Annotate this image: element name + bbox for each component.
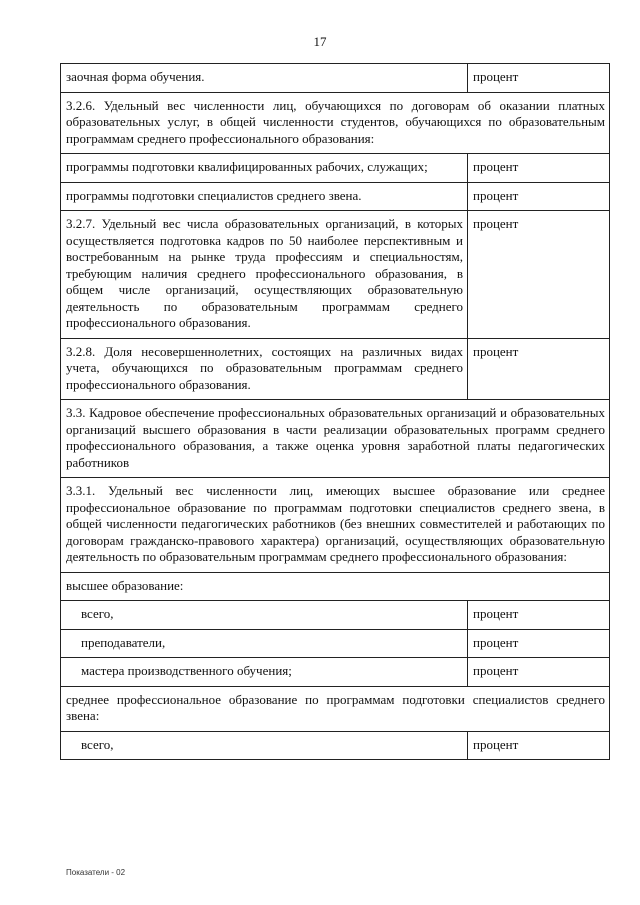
unit-cell: процент (468, 338, 610, 400)
table-row (61, 182, 610, 211)
unit-cell: процент (468, 211, 610, 339)
table-row (61, 400, 610, 478)
indicator-header-3-2-6: 3.2.6. Удельный вес численности лиц, обучающихся по договорам об оказании платных образовательных услуг, в общей численности студентов, обучающихся по образовательным программам среднего профессионального образования: (61, 92, 610, 154)
table-row (61, 64, 610, 93)
table-row (61, 731, 610, 760)
unit-cell: процент (468, 64, 610, 93)
table-row (61, 686, 610, 731)
table-row (61, 629, 610, 658)
unit-cell: процент (468, 629, 610, 658)
section-header-3-3: 3.3. Кадровое обеспечение профессиональных образовательных организаций и образовательных организаций высшего образования в части реализации образовательных программ среднего профессионального образования, а также оценка уровня заработной платы педагогических работников (61, 400, 610, 478)
indicator-text: преподаватели, (61, 629, 468, 658)
indicator-text: мастера производственного обучения; (61, 658, 468, 687)
table-row (61, 92, 610, 154)
indicator-text-3-2-8: 3.2.8. Доля несовершеннолетних, состоящих на различных видах учета, обучающихся по образовательным программам среднего профессионального образования. (61, 338, 468, 400)
indicator-text: программы подготовки квалифицированных рабочих, служащих; (61, 154, 468, 183)
page-footer: Показатели - 02 (66, 868, 126, 877)
table-row (61, 338, 610, 400)
indicator-text: всего, (61, 601, 468, 630)
unit-cell: процент (468, 182, 610, 211)
indicator-text-3-2-7: 3.2.7. Удельный вес числа образовательных организаций, в которых осуществляется подготовка кадров по 50 наиболее перспективным и востребованным на рынке труда профессиям и специальностям, требующим наличия среднего профессионального образования, в общем числе организаций, осуществляющих образовательную деятельность по образовательным программам среднего профессионального образования. (61, 211, 468, 339)
table-row (61, 154, 610, 183)
table-row (61, 658, 610, 687)
unit-cell: процент (468, 601, 610, 630)
unit-cell: процент (468, 731, 610, 760)
indicator-text: всего, (61, 731, 468, 760)
table-row (61, 572, 610, 601)
page-number: 17 (313, 34, 327, 49)
unit-cell: процент (468, 658, 610, 687)
indicator-text: заочная форма обучения. (61, 64, 468, 93)
indicators-table (60, 63, 610, 760)
subgroup-header: высшее образование: (61, 572, 610, 601)
table-row (61, 478, 610, 573)
table-row (61, 211, 610, 339)
unit-cell: процент (468, 154, 610, 183)
indicator-header-3-3-1: 3.3.1. Удельный вес численности лиц, имеющих высшее образование или среднее профессиональное образование по программам подготовки специалистов среднего звена, в общей численности педагогических работников (без внешних совместителей и работающих по договорам гражданско-правового характера) организаций, осуществляющих образовательную деятельность по образовательным программам среднего профессионального образования: (61, 478, 610, 573)
table-row (61, 601, 610, 630)
subgroup-header: среднее профессиональное образование по программам подготовки специалистов среднего звена: (61, 686, 610, 731)
indicator-text: программы подготовки специалистов среднего звена. (61, 182, 468, 211)
